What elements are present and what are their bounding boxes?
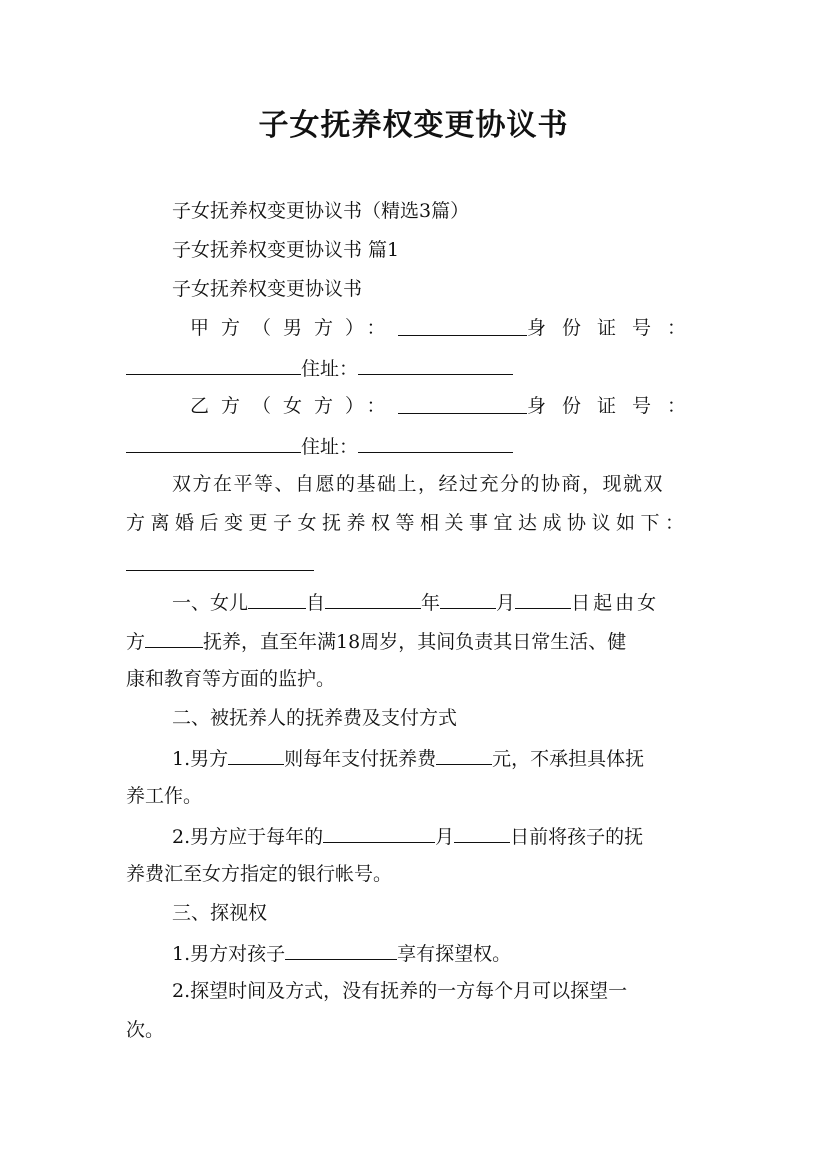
party-a-label: 甲方（男方）：: [190, 317, 398, 339]
clause-1-text-b: 自: [306, 592, 326, 614]
party-b-row: [190, 395, 702, 417]
subtitle-line: 子女抚养权变更协议书（精选3篇）: [172, 200, 470, 222]
payment-condition-blank: [228, 746, 284, 765]
clause-2-1-line-1: [126, 746, 748, 770]
support-amount-blank: [436, 746, 492, 765]
clause-2-2-text-c: 日前将孩子的抚: [510, 826, 644, 848]
start-year-blank: [325, 590, 421, 609]
section-heading: 子女抚养权变更协议书 篇1: [172, 239, 400, 261]
start-day-blank: [515, 590, 571, 609]
clause-2-2-line-2: 养费汇至女方指定的银行帐号。: [126, 863, 393, 885]
clause-1-text-d: 月: [496, 592, 516, 614]
clause-1-text-f: 方: [126, 631, 146, 653]
party-b-address-label: 住址：: [301, 436, 359, 458]
clause-2-1-text-a: 1.男方: [172, 748, 229, 770]
clause-1-text-g: 抚养，直至年满18周岁，其间负责其日常生活、健: [203, 631, 627, 653]
clause-3-1-text-a: 1.男方对孩子: [172, 943, 286, 965]
clause-1-text-c: 年: [421, 592, 441, 614]
agreement-heading: 子女抚养权变更协议书: [172, 278, 363, 300]
party-a-name-blank: [398, 317, 527, 336]
clause-1-line-1: [126, 590, 748, 614]
party-a-id-label: 身份证号：: [526, 317, 702, 339]
party-b-address-blank: [358, 434, 513, 453]
party-a-row-2: [126, 356, 702, 380]
clause-3-1-text-b: 享有探望权。: [397, 943, 512, 965]
clause-2-2-text-b: 月: [435, 826, 455, 848]
clause-1-line-3: 康和教育等方面的监护。: [126, 668, 336, 690]
start-month-blank: [440, 590, 496, 609]
preamble-line-1: 双方在平等、自愿的基础上，经过充分的协商，现就双: [172, 473, 665, 495]
clause-3-1-line: [126, 941, 748, 965]
clause-2-1-text-c: 元，不承担具体抚: [492, 748, 645, 770]
preamble-line-2: 方离婚后变更子女抚养权等相关事宜达成协议如下：: [126, 512, 690, 534]
clause-2-2-text-a: 2.男方应于每年的: [172, 826, 324, 848]
party-b-row-2: [126, 434, 702, 458]
clause-1-text-e: 日起由女: [571, 592, 660, 614]
clause-3-2-line-2: 次。: [126, 1019, 165, 1041]
preamble-blank: [126, 570, 314, 571]
party-a-address-label: 住址：: [301, 358, 359, 380]
payment-day-blank: [454, 824, 510, 843]
party-b-name-blank: [398, 395, 527, 414]
clause-3-2-line-1: 2.探望时间及方式，没有抚养的一方每个月可以探望一: [172, 980, 628, 1002]
document-title: 子女抚养权变更协议书: [258, 108, 569, 143]
payment-month-blank: [323, 824, 435, 843]
section-2-heading: 二、被抚养人的抚养费及支付方式: [172, 707, 458, 729]
clause-2-1-text-b: 则每年支付抚养费: [284, 748, 437, 770]
clause-2-2-line-1: [126, 824, 748, 848]
party-b-label: 乙方（女方）：: [190, 395, 398, 417]
clause-1-line-2: [126, 629, 702, 653]
party-a-id-blank: [126, 356, 301, 375]
daughter-name-blank: [248, 590, 306, 609]
party-b-id-blank: [126, 434, 301, 453]
party-b-id-label: 身份证号：: [526, 395, 702, 417]
section-3-heading: 三、探视权: [172, 902, 268, 924]
guardian-blank: [145, 629, 203, 648]
clause-1-text-a: 一、女儿: [172, 592, 249, 614]
clause-2-1-line-2: 养工作。: [126, 785, 203, 807]
visitation-blank: [285, 941, 397, 960]
party-a-row: [190, 317, 702, 339]
party-a-address-blank: [358, 356, 513, 375]
